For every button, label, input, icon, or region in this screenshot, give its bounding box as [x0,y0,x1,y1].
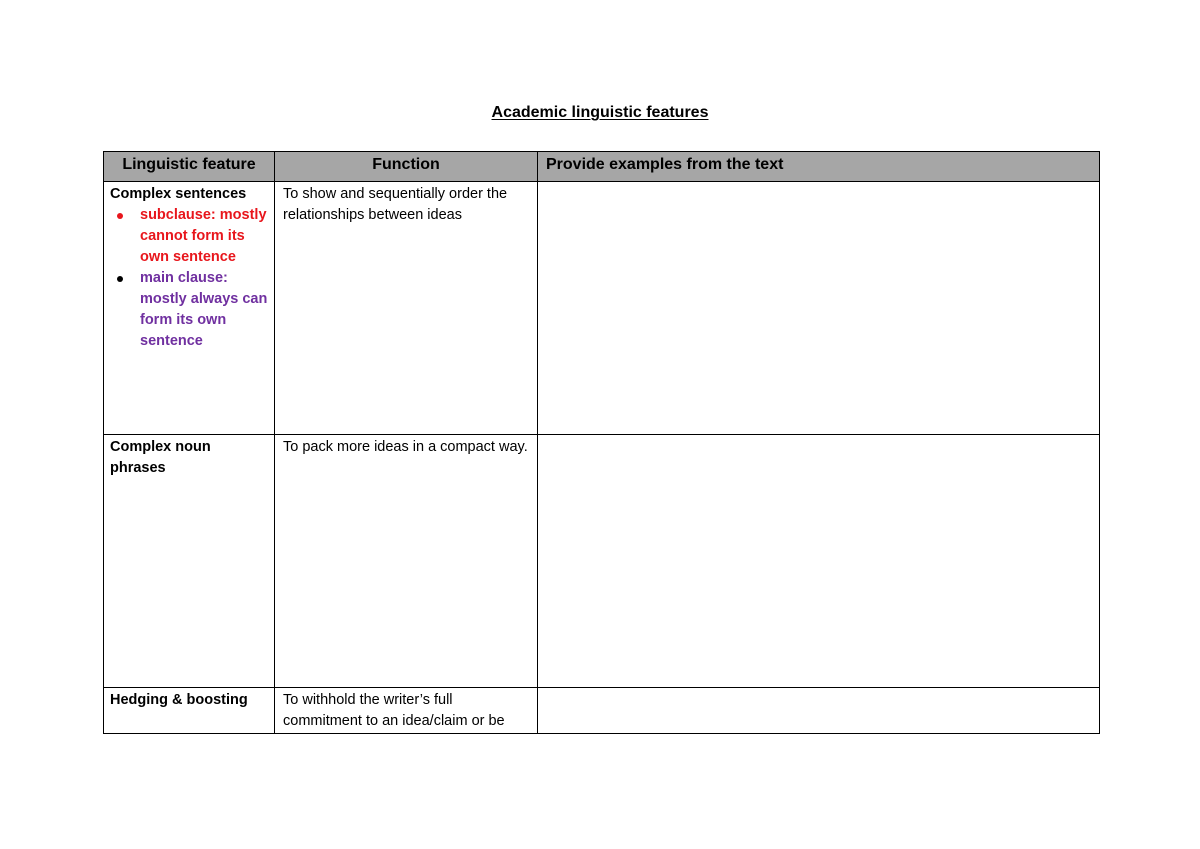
features-table [103,151,1100,734]
header-linguistic-feature: Linguistic feature [104,152,275,182]
function-cell: To withhold the writer’s full commitment to an idea/claim or be [275,688,538,734]
bullet-text: subclause: mostly cannot form its own sentence [140,207,267,265]
table-row [104,435,1100,688]
bullet-main-clause [140,268,268,352]
table-row [104,182,1100,435]
function-cell: To show and sequentially order the relationships between ideas [275,182,538,435]
table-row [104,688,1100,734]
function-cell: To pack more ideas in a compact way. [275,435,538,688]
examples-cell[interactable] [538,688,1100,734]
bullet-dot-icon [117,213,123,219]
bullet-subclause [140,205,268,268]
feature-name: Hedging & boosting [110,692,248,708]
feature-name: Complex noun phrases [110,439,211,476]
header-examples: Provide examples from the text [538,152,1100,182]
bullet-dot-icon [117,276,123,282]
header-function: Function [275,152,538,182]
document-title: Academic linguistic features [491,104,709,121]
feature-cell [104,688,275,734]
examples-cell[interactable] [538,182,1100,435]
clause-bullet-list [110,205,268,352]
examples-cell[interactable] [538,435,1100,688]
feature-cell [104,182,275,435]
bullet-text: main clause: mostly always can form its own sentence [140,270,268,349]
feature-name: Complex sentences [110,186,247,202]
feature-cell [104,435,275,688]
table-header-row [104,152,1100,182]
